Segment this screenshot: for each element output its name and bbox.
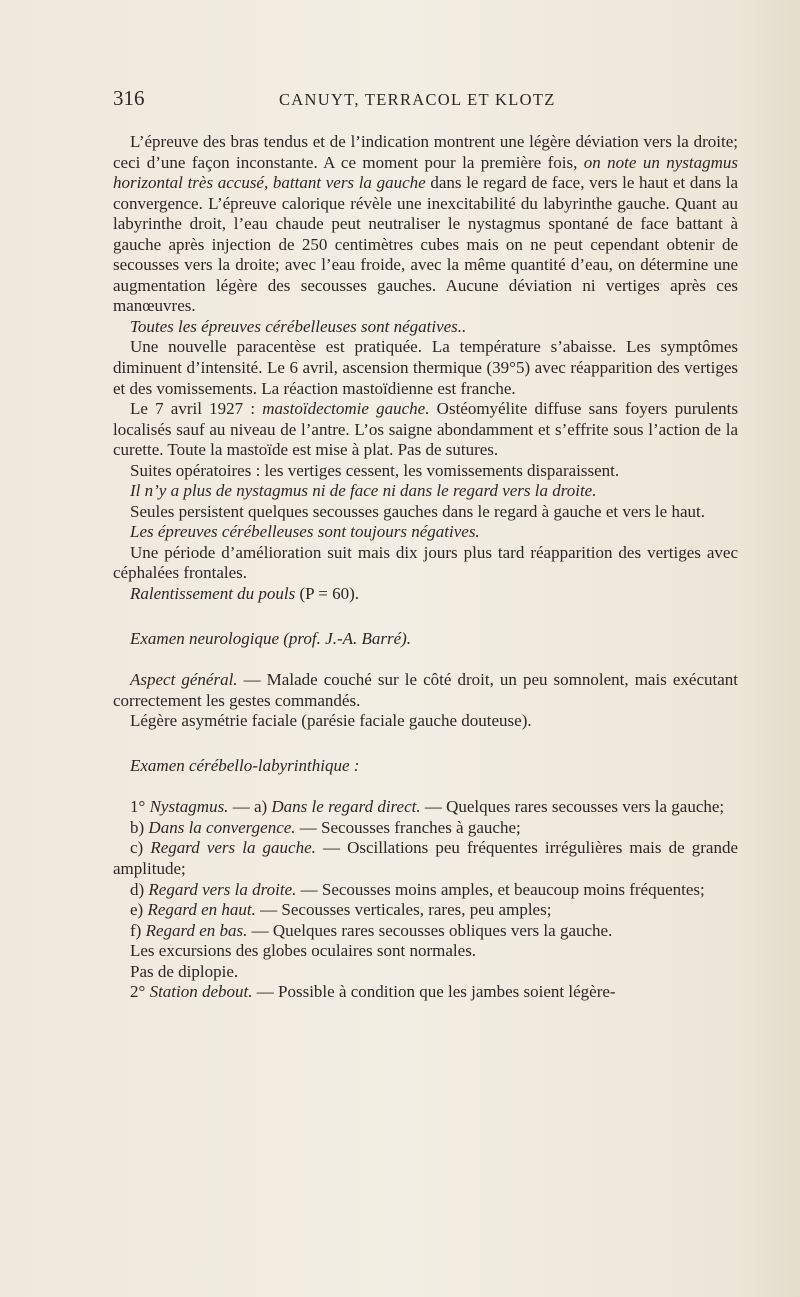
paragraph-mastoidectomy: Le 7 avril 1927 : mastoïdectomie gauche. Ostéomyélite diffuse sans foyers purulents localisés sauf au niveau de l’antre. L’os saigne abondamment et s’effrite sous l’action de la curette. Toute la mastoïde est mise à plat. Pas de sutures. [113,399,738,460]
paragraph-no-diplopia: Pas de diplopie. [130,961,239,981]
running-head: CANUYT, TERRACOL ET KLOTZ [279,90,556,109]
paragraph-cerebellar-still-negative: Les épreuves cérébelleuses sont toujours négatives. [130,522,480,542]
page-number: 316 [113,86,145,110]
list-item-gaze-down: f) Regard en bas. — Quelques rares secousses obliques vers la gauche. [130,920,613,940]
section-heading-cerebello-labyrinth: Examen cérébello-labyrinthique : [130,755,360,775]
paragraph-operative-course: Suites opératoires : les vertiges cessent, les vomissements disparaissent. [130,460,620,480]
paragraph-ocular-excursions: Les excursions des globes oculaires sont normales. [130,941,477,961]
paragraph-paracentesis: Une nouvelle paracentèse est pratiquée. La température s’abaisse. Les symptômes diminuent d’intensité. Le 6 avril, ascension thermique (39°5) avec réapparition des vertiges et des vomissements. La réaction mastoïdienne est franche. [113,337,738,398]
list-item-convergence: b) Dans la convergence. — Secousses franches à gauche; [130,817,521,837]
paragraph-labyrinth-tests: L’épreuve des bras tendus et de l’indication montrent une légère déviation vers la droite; ceci d’une façon inconstante. A ce moment pour la première fois, on note un nystagmus horizontal très accusé, battant vers la gauche dans le regard de face, vers le haut et dans la convergence. L’épreuve calorique révèle une inexcitabilité du labyrinthe gauche. Quant au labyrinthe droit, l’eau chaude peut neutraliser le nystagmus spontané de face battant à gauche après injection de 250 centimètres cubes mais on ne peut cependant obtenir de secousses vers la droite; avec l’eau froide, avec la même quantité d’eau, on détermine une augmentation légère des secousses gauches. Aucune déviation ni vertiges après ces manœuvres. [113,132,739,316]
list-item-gaze-up: e) Regard en haut. — Secousses verticales, rares, peu amples; [130,900,552,920]
section-heading-neuro-exam: Examen neurologique (prof. J.-A. Barré). [130,628,412,648]
paragraph-general-aspect: Aspect général. — Malade couché sur le côté droit, un peu somnolent, mais exécutant correctement les gestes commandés. [113,670,738,710]
list-item-gaze-left: c) Regard vers la gauche. — Oscillations peu fréquentes irrégulières mais de grande amplitude; [113,838,738,878]
paragraph-pulse: Ralentissement du pouls (P = 60). [130,584,359,604]
list-item-standing: 2° Station debout. — Possible à condition que les jambes soient légère- [130,982,616,1002]
page-header [113,86,738,116]
paragraph-no-nystagmus: Il n’y a plus de nystagmus ni de face ni dans le regard vers la droite. [130,481,597,501]
body-text [113,132,738,1003]
paragraph-cerebellar-negative: Toutes les épreuves cérébelleuses sont négatives.. [130,316,467,336]
paragraph-facial-asymmetry: Légère asymétrie faciale (parésie faciale gauche douteuse). [130,711,532,731]
paragraph-persistent-jerks: Seules persistent quelques secousses gauches dans le regard à gauche et vers le haut. [130,501,705,521]
list-item-nystagmus-direct: 1° Nystagmus. — a) Dans le regard direct. — Quelques rares secousses vers la gauche; [130,797,725,817]
paragraph-improvement: Une période d’amélioration suit mais dix jours plus tard réapparition des vertiges avec céphalées frontales. [113,542,738,583]
list-item-gaze-right: d) Regard vers la droite. — Secousses moins amples, et beaucoup moins fréquentes; [130,879,705,899]
